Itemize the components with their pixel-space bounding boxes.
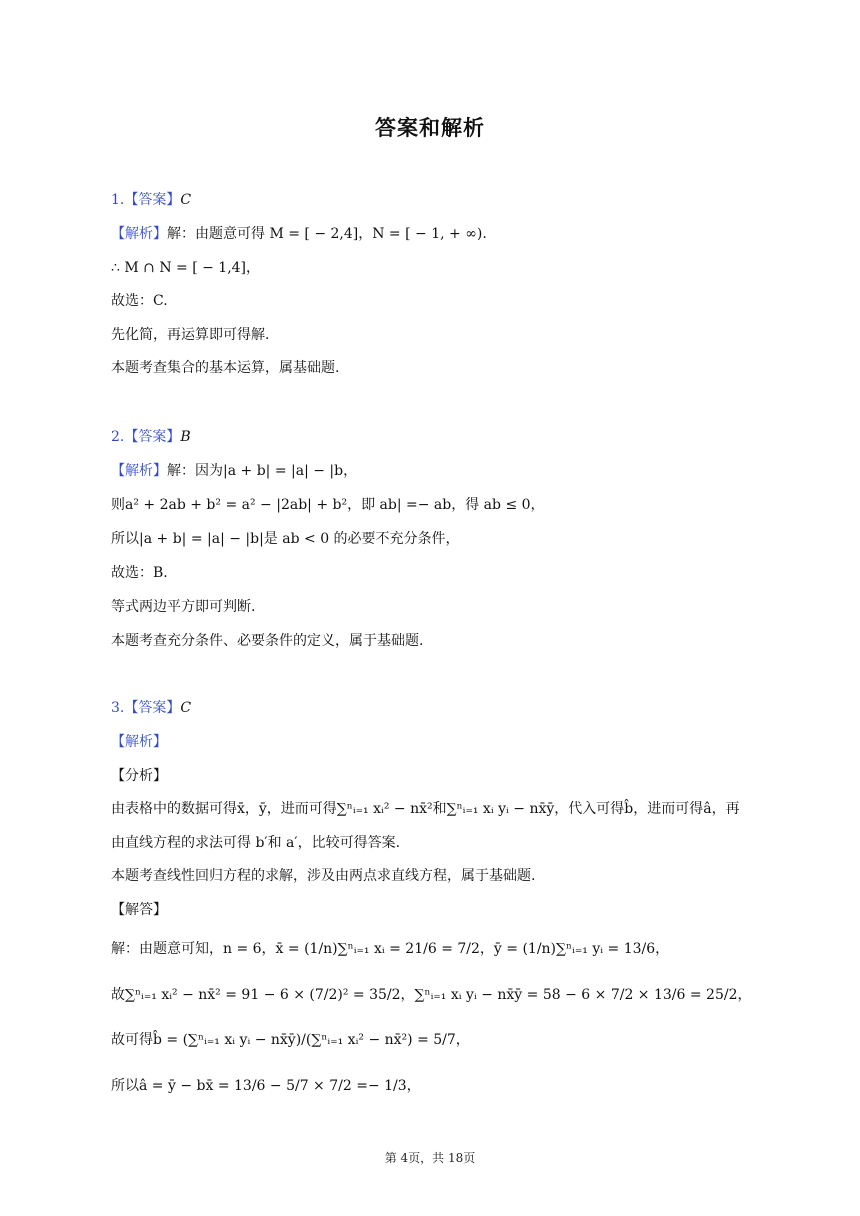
q3-jiexi-label: 【解析】 (111, 734, 167, 750)
q3-text-1: 由表格中的数据可得x̄，ȳ，进而可得∑ⁿᵢ₌₁ xᵢ² − nx̄²和∑ⁿᵢ₌₁ xᵢ yᵢ − nx̄ȳ，代入可得b̂，进而可得â，再 (111, 801, 740, 817)
q1-text-1: 解：由题意可得 M = [ − 2,4]，N = [ − 1, + ∞). (167, 226, 487, 242)
q3-jieda-heading: 【解答】 (111, 902, 167, 918)
q1-jiexi-label: 【解析】 (111, 226, 167, 242)
q3-text-3: 本题考查线性回归方程的求解，涉及由两点求直线方程，属于基础题. (111, 868, 536, 884)
q2-text-1: 解：因为|a + b| = |a| − |b， (167, 463, 358, 479)
q1-text-4: 先化简，再运算即可得解. (111, 327, 270, 343)
q2-answer-line (111, 427, 191, 447)
q1-answer-value: C (180, 192, 192, 208)
q1-text-3: 故选：C. (111, 293, 168, 309)
q3-answer-line (111, 698, 191, 718)
q3-text-6: 故可得b̂ = (∑ⁿᵢ₌₁ xᵢ yᵢ − nx̄ȳ)/(∑ⁿᵢ₌₁ xᵢ² − nx̄²) = 5/7， (111, 1032, 470, 1048)
q3-fenxi-heading: 【分析】 (111, 768, 167, 784)
q2-text-4: 故选：B. (111, 565, 168, 581)
q2-text-5: 等式两边平方即可判断. (111, 599, 256, 615)
q2-answer-label: 2.【答案】 (111, 429, 181, 445)
q3-text-4: 解：由题意可知，n = 6，x̄ = (1/n)∑ⁿᵢ₌₁ xᵢ = 21/6 = 7/2，ȳ = (1/n)∑ⁿᵢ₌₁ yᵢ = 13/6， (111, 941, 670, 957)
page-title: 答案和解析 (375, 115, 485, 140)
q1-text-2: ∴ M ∩ N = [ − 1,4]， (111, 260, 261, 276)
q3-answer-value: C (180, 700, 192, 716)
q3-text-7: 所以â = ȳ − bx̄ = 13/6 − 5/7 × 7/2 =− 1/3， (111, 1078, 421, 1094)
q2-text-3: 所以|a + b| = |a| − |b|是 ab < 0 的必要不充分条件， (111, 531, 460, 547)
q3-answer-label: 3.【答案】 (111, 700, 181, 716)
q2-jiexi-label: 【解析】 (111, 463, 167, 479)
page-footer: 第 4页，共 18页 (384, 1151, 476, 1165)
q1-solution-line-1 (111, 224, 487, 244)
q3-text-2: 由直线方程的求法可得 b′和 a′，比较可得答案. (111, 835, 401, 851)
q1-text-5: 本题考查集合的基本运算，属基础题. (111, 360, 340, 376)
q1-answer-label: 1.【答案】 (111, 192, 181, 208)
q1-answer-line (111, 190, 191, 210)
q2-text-6: 本题考查充分条件、必要条件的定义，属于基础题. (111, 633, 424, 649)
q2-solution-line-1 (111, 461, 357, 481)
q2-text-2: 则a² + 2ab + b² = a² − |2ab| + b²，即 ab| =− ab，得 ab ≤ 0， (111, 497, 545, 513)
q2-answer-value: B (180, 429, 191, 445)
q3-text-5: 故∑ⁿᵢ₌₁ xᵢ² − nx̄² = 91 − 6 × (7/2)² = 35/2，∑ⁿᵢ₌₁ xᵢ yᵢ − nx̄ȳ = 58 − 6 × 7/2 × 13/6 = 25/2， (111, 987, 752, 1003)
